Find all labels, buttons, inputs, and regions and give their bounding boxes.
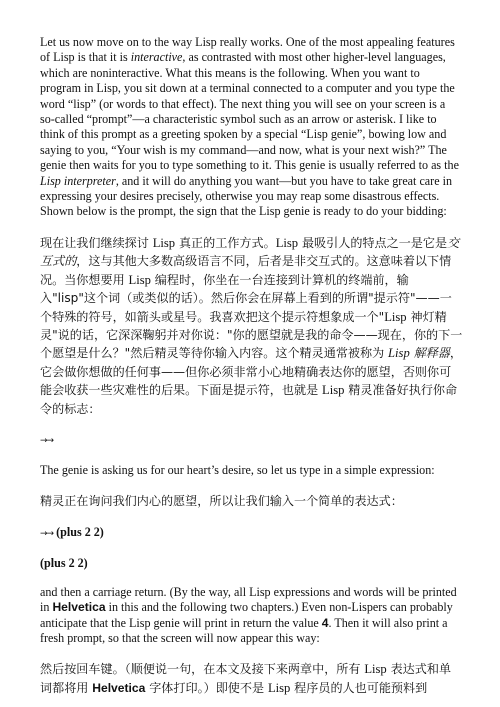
chinese-paragraph-2: 精灵正在询问我们内心的愿望，所以让我们输入一个简单的表达式： <box>40 494 403 509</box>
latin-word: Lisp <box>128 272 151 287</box>
latin-word: Lisp <box>322 383 345 398</box>
text-run: , as contrasted with most other higher-level languages, which are noninteractive. What this means is the following. When you want to program in Lisp, you sit down at a terminal connected to a computer and you type the word “lisp” (or words to that effect). The next thing you will see on your screen is a so-called “prompt”—a characteristic symbol such as an arrow or asterisk. I like to think of this prompt as a greeting spoken by a special “Lisp genie”, bowing low and saying to you, “Your wish is my command—and now, what is your next wish?” The genie then waits for you to type something to it. This genie is usually referred to as the <box>40 50 459 173</box>
echo-expression-line: (plus 2 2) <box>40 555 88 570</box>
english-paragraph-1 <box>40 35 463 220</box>
latin-word: Lisp <box>275 235 299 250</box>
prompt-example <box>40 432 463 449</box>
text-run: in this and the following two chapters.) Even non-Lispers can probably anticipate that the Lisp genie will print in return the value <box>40 600 453 630</box>
text-run: . Then it will also print a fresh prompt, so that the screen will now appear this way: <box>40 615 448 645</box>
latin-word: Lisp <box>364 662 387 677</box>
text-run: 程序员的人也可能预料到 <box>290 680 428 695</box>
text-run: 表达式和单词都将用 <box>40 662 452 695</box>
double-arrow-icon: →→ <box>40 528 54 539</box>
text-run: 编程时，你坐在一台连接到计算机的终端前，输入"lisp"这个词（或类似的话）。然后你会在屏幕上看到的所谓"提示符"——一个特殊的符号，如箭头或星号。我喜欢把这个提示符想象成一个" <box>40 272 452 324</box>
english-paragraph-2: The genie is asking us for our heart’s desire, so let us type in a simple expression: <box>40 462 435 477</box>
text-run: and then a carriage return. (By the way, all Lisp expressions and words will be printed in <box>40 584 457 615</box>
text-run: 现在让我们继续探讨 <box>40 235 153 250</box>
text-run: 真正的工作方式。 <box>175 235 276 250</box>
latin-word: Lisp <box>384 309 407 324</box>
text-run: 最吸引人的特点之一是它是 <box>298 235 448 250</box>
latin-word: Lisp <box>267 680 291 695</box>
emphasis-interpreter-zh: 解释器 <box>409 346 450 361</box>
text-run: 字体打印。）即使不是 <box>145 680 268 695</box>
input-expression-line <box>40 525 463 542</box>
chinese-paragraph-1 <box>40 234 463 418</box>
text-run: ，这与其他大多数高级语言不同，后者是非交互式的。这意味着以下情况。当你想要用 <box>40 254 452 287</box>
helvetica-word: Helvetica <box>52 600 106 615</box>
double-arrow-icon: →→ <box>40 435 54 446</box>
lisp-expression: (plus 2 2) <box>56 524 104 539</box>
latin-word: Lisp <box>152 235 176 250</box>
text-run: 神灯精灵"说的话，它深深鞠躬并对你说："你的愿望就是我的命令——现在，你的下一个愿望是什么？"然后精灵等待你输入内容。这个精灵通常被称为 <box>40 309 463 361</box>
text-run: Let us now move on to the way Lisp really works. One of the most appealing features of Lisp is that it is <box>40 35 455 65</box>
text-run: ，它会做你想做的任何事——但你必须非常小心地精确表达你的愿望，否则你可能会收获一些灾难性的后果。下面是提示符，也就是 <box>40 346 462 398</box>
value-four: 4 <box>321 615 329 630</box>
text-run: 精灵准备好执行你命令的标志： <box>40 383 458 416</box>
emphasis-lisp-zh: Lisp <box>388 346 410 361</box>
english-paragraph-3 <box>40 585 463 647</box>
helvetica-word: Helvetica <box>92 680 146 695</box>
text-run: , and it will do anything you want—but you have to take great care in expressing your desires precisely, otherwise you may reap some disastrous effects. Shown below is the prompt, the sign that the Lisp genie is ready to do your bidding: <box>40 173 452 219</box>
chinese-paragraph-3 <box>40 660 463 697</box>
emphasis-interactive: interactive <box>130 50 183 65</box>
text-run: 然后按回车键。（顺便说一句，在本文及接下来两章中，所有 <box>40 662 365 677</box>
emphasis-lisp-interpreter: Lisp interpreter <box>40 173 116 188</box>
emphasis-interactive-zh: 交互式的 <box>40 235 460 269</box>
